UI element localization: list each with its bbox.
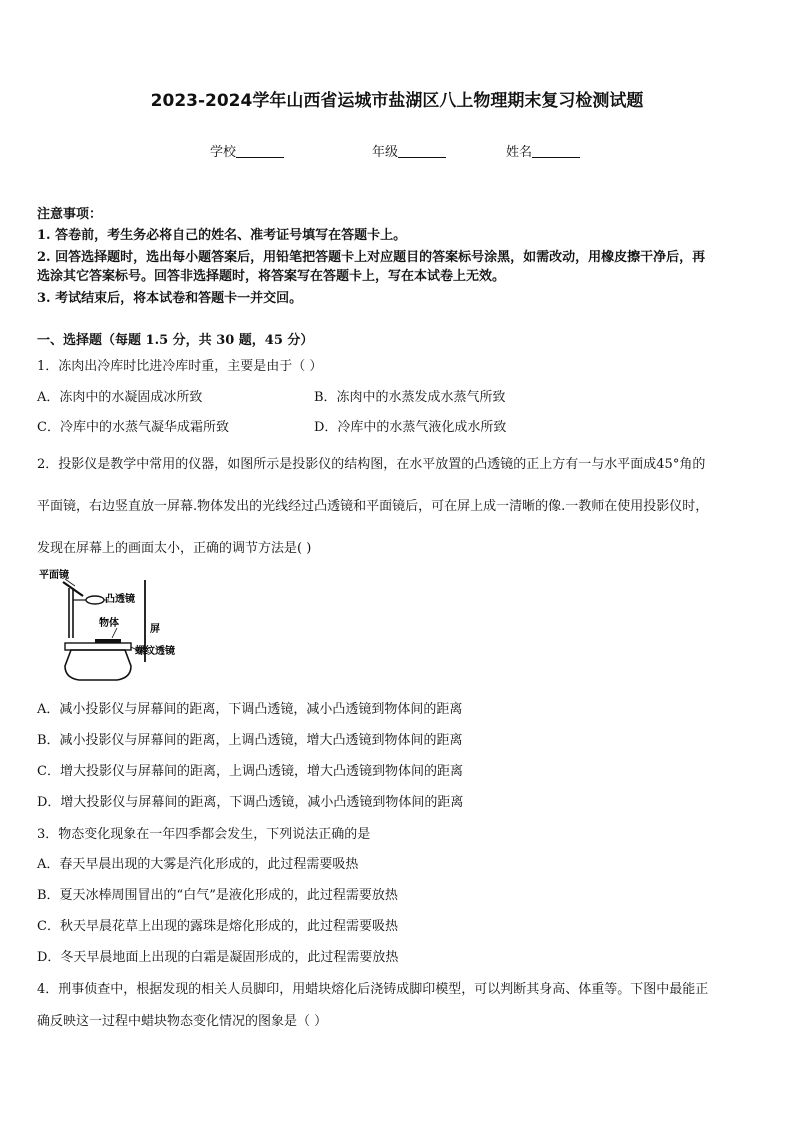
q2-option-b: B．减小投影仪与屏幕间的距离，上调凸透镜，增大凸透镜到物体间的距离 (37, 733, 463, 748)
student-info-row (0, 141, 794, 163)
q3-option-b: B．夏天冰棒周围冒出的“白气”是液化形成的，此过程需要放热 (37, 888, 398, 903)
notice-item: 1. 答卷前，考生务必将自己的姓名、准考证号填写在答题卡上。 (37, 228, 407, 243)
notice-item: 2. 回答选择题时，选出每小题答案后，用铅笔把答题卡上对应题目的答案标号涂黑，如需改动，用橡皮擦干净后，再 (37, 250, 706, 265)
name-label: 姓名 (506, 145, 533, 160)
notice-heading: 注意事项： (37, 207, 103, 222)
q2-stem-line: 2．投影仪是教学中常用的仪器，如图所示是投影仪的结构图，在水平放置的凸透镜的正上方有一与水平面成45°角的 (37, 457, 706, 472)
grade-label: 年级 (372, 145, 399, 160)
notice-item: 3. 考试结束后，将本试卷和答题卡一并交回。 (37, 291, 303, 306)
q4-stem-line: 4．刑事侦查中，根据发现的相关人员脚印，用蜡块熔化后浇铸成脚印模型，可以判断其身高、体重等。下图中最能正 (37, 982, 709, 997)
object-label: 物体 (99, 618, 119, 629)
name-field (506, 141, 580, 160)
q2-option-a: A．减小投影仪与屏幕间的距离，下调凸透镜，减小凸透镜到物体间的距离 (37, 702, 463, 717)
mirror-label: 平面镜 (39, 570, 69, 581)
q1-option-b: B．冻肉中的水蒸发成水蒸气所致 (314, 390, 506, 405)
screen-label: 屏 (150, 624, 160, 635)
fresnel-label: 螺纹透镜 (135, 646, 175, 657)
q1-stem: 1．冻肉出冷库时比进冷库时重，主要是由于（ ） (37, 359, 323, 374)
q3-stem: 3．物态变化现象在一年四季都会发生，下列说法正确的是 (37, 827, 371, 842)
q2-stem-line: 发现在屏幕上的画面太小，正确的调节方法是( ) (37, 541, 312, 556)
section-heading: 一、选择题（每题 1.5 分，共 30 题，45 分） (37, 333, 314, 348)
q2-stem-line: 平面镜，右边竖直放一屏幕.物体发出的光线经过凸透镜和平面镜后，可在屏上成一清晰的像.一教师在使用投影仪时， (37, 499, 709, 514)
q4-stem-line: 确反映这一过程中蜡块物态变化情况的图象是（ ） (37, 1014, 328, 1029)
projector-diagram (37, 566, 197, 688)
school-field (210, 141, 284, 160)
q2-option-c: C．增大投影仪与屏幕间的距离，上调凸透镜，增大凸透镜到物体间的距离 (37, 764, 463, 779)
projector-base (65, 650, 131, 680)
q1-option-d: D．冷库中的水蒸气液化成水所致 (314, 420, 507, 435)
grade-blank (398, 145, 446, 158)
q3-option-c: C．秋天早晨花草上出现的露珠是熔化形成的，此过程需要吸热 (37, 919, 398, 934)
q1-option-a: A．冻肉中的水凝固成冰所致 (37, 390, 203, 405)
school-label: 学校 (210, 145, 237, 160)
q3-option-a: A．春天早晨出现的大雾是汽化形成的，此过程需要吸热 (37, 857, 359, 872)
grade-field (372, 141, 446, 160)
school-blank (236, 145, 284, 158)
name-blank (532, 145, 580, 158)
q3-option-d: D．冬天早晨地面上出现的白霜是凝固形成的，此过程需要放热 (37, 950, 399, 965)
q1-option-c: C．冷库中的水蒸气凝华成霜所致 (37, 420, 229, 435)
lens-shape (86, 596, 104, 604)
exam-title: 2023-2024学年山西省运城市盐湖区八上物理期末复习检测试题 (150, 91, 644, 111)
notice-item: 选涂其它答案标号。回答非选择题时，将答案写在答题卡上，写在本试卷上无效。 (37, 269, 506, 284)
q2-option-d: D．增大投影仪与屏幕间的距离，下调凸透镜，减小凸透镜到物体间的距离 (37, 795, 464, 810)
lens-label: 凸透镜 (105, 594, 135, 605)
